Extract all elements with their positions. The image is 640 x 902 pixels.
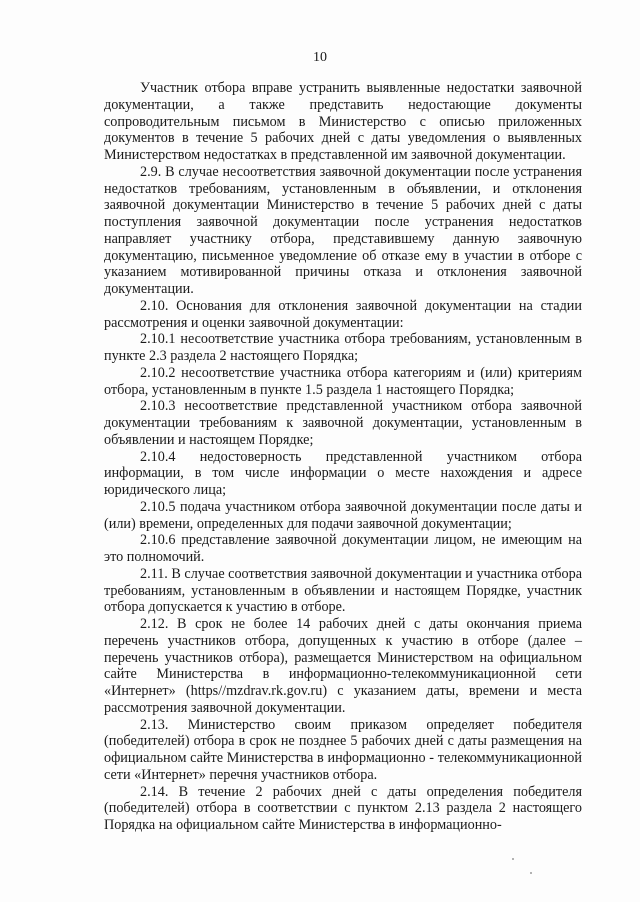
scan-speck xyxy=(512,858,514,860)
paragraph-2-10-6: 2.10.6 представление заявочной документации лицом, не имеющим на это полномочий. xyxy=(104,532,582,565)
paragraph-2-10: 2.10. Основания для отклонения заявочной документации на стадии рассмотрения и оценки заявочной документации: xyxy=(104,297,582,331)
paragraph-2-9: 2.9. В случае несоответствия заявочной документации после устранения недостатков требованиям, установленным в объявлении, и отклонения заявочной документации Министерство в течение 5 рабочих дней с даты поступления заявочной документации после устранения недостатков направляет участнику отбора, представившему данную заявочную документацию, письменное уведомление об отказе ему в участии в отборе с указанием мотивированной причины отказа и отклонения заявочной документации. xyxy=(104,163,582,297)
page-number: 10 xyxy=(313,50,327,65)
paragraph-2-10-5: 2.10.5 подача участником отбора заявочной документации после даты и (или) времени, определенных для подачи заявочной документации; xyxy=(104,498,582,532)
paragraph-2-14: 2.14. В течение 2 рабочих дней с даты определения победителя (победителей) отбора в соответствии с пунктом 2.13 раздела 2 настоящего Порядка на официальном сайте Министерства в информационно- xyxy=(104,783,582,833)
scan-speck xyxy=(530,872,532,874)
paragraph-2-10-3: 2.10.3 несоответствие представленной участником отбора заявочной документации требованиям к заявочной документации, установленным в объявлении и настоящем Порядке; xyxy=(104,398,582,448)
paragraph-2-12: 2.12. В срок не более 14 рабочих дней с даты окончания приема перечень участников отбора, допущенных к участию в отборе (далее – перечень участников отбора), размещается Министерством на официальном сайте Министерства в информационно-телекоммуникационной сети «Интернет» (https//mzdrav.rk.gov.ru) с указанием даты, времени и места рассмотрения заявочной документации. xyxy=(104,616,582,716)
paragraph-2-13: 2.13. Министерство своим приказом определяет победителя (победителей) отбора в срок не позднее 5 рабочих дней с даты размещения на официальном сайте Министерства в информационно - телекоммуникационной сети «Интернет» перечня участников отбора. xyxy=(104,716,582,783)
paragraph-2-11: 2.11. В случае соответствия заявочной документации и участника отбора требованиям, установленным в объявлении и настоящем Порядке, участник отбора допускается к участию в отборе. xyxy=(104,565,582,616)
paragraph-2-10-2: 2.10.2 несоответствие участника отбора категориям и (или) критериям отбора, установленным в пункте 1.5 раздела 1 настоящего Порядка; xyxy=(104,364,582,398)
paragraph-correction-right: Участник отбора вправе устранить выявленные недостатки заявочной документации, а также представить недостающие документы сопроводительным письмом в Министерство с описью приложенных документов в течение 5 рабочих дней с даты уведомления о выявленных Министерством недостатках в представленной им заявочной документации. xyxy=(104,80,582,163)
document-body xyxy=(104,80,582,834)
paragraph-2-10-4: 2.10.4 недостоверность представленной участником отбора информации, в том числе информации о месте нахождения и адресе юридического лица; xyxy=(104,448,582,498)
paragraph-2-10-1: 2.10.1 несоответствие участника отбора требованиям, установленным в пункте 2.3 раздела 2 настоящего Порядка; xyxy=(104,331,582,364)
